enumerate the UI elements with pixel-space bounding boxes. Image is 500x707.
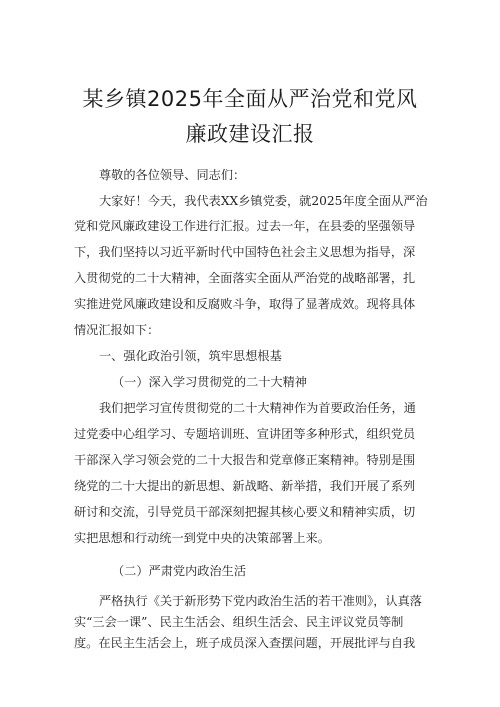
document-title-line-2: 廉政建设汇报 — [185, 122, 315, 146]
intro-line: 大家好！今天，我代表XX乡镇党委，就2025年度全面从严治 — [99, 194, 428, 208]
body-line: 干部深入学习领会党的二十大报告和党章修正案精神。特别是围 — [74, 453, 416, 467]
body-line: 度。在民主生活会上，班子成员深入查摆问题，开展批评与自我 — [74, 636, 416, 650]
body-line: 绕党的二十大提出的新思想、新战略、新举措，我们开展了系列 — [74, 479, 416, 493]
document-title-line-1: 某乡镇2025年全面从严治党和党风 — [82, 87, 418, 111]
subsection-1-heading: （一）深入学习贯彻党的二十大精神 — [112, 375, 307, 389]
body-line: 过党委中心组学习、专题培训班、宣讲团等多种形式，组织党员 — [74, 427, 416, 441]
body-line: 严格执行《关于新形势下党内政治生活的若干准则》，认真落 — [99, 594, 422, 608]
intro-line: 实推进党风廉政建设和反腐败斗争，取得了显著成效。现将具体 — [74, 297, 416, 311]
section-1-heading: 一、强化政治引领，筑牢思想根基 — [99, 349, 282, 363]
body-line: 实把思想和行动统一到党中央的决策部署上来。 — [74, 531, 330, 545]
body-line: 我们把学习宣传贯彻党的二十大精神作为首要政治任务，通 — [99, 401, 416, 415]
intro-line: 党和党风廉政建设工作进行汇报。过去一年，在县委的坚强领导 — [74, 219, 416, 233]
body-line: 实“三会一课”、民主生活会、组织生活会、民主评议党员等制 — [74, 615, 404, 629]
intro-line: 入贯彻党的二十大精神，全面落实全面从严治党的战略部署，扎 — [74, 271, 416, 285]
subsection-2-heading: （二）严肃党内政治生活 — [112, 564, 247, 578]
intro-line: 情况汇报如下： — [74, 323, 160, 337]
salutation: 尊敬的各位领导、同志们： — [99, 168, 246, 182]
body-line: 研讨和交流，引导党员干部深刻把握其核心要义和精神实质，切 — [74, 505, 416, 519]
intro-line: 下，我们坚持以习近平新时代中国特色社会主义思想为指导，深 — [74, 245, 416, 259]
